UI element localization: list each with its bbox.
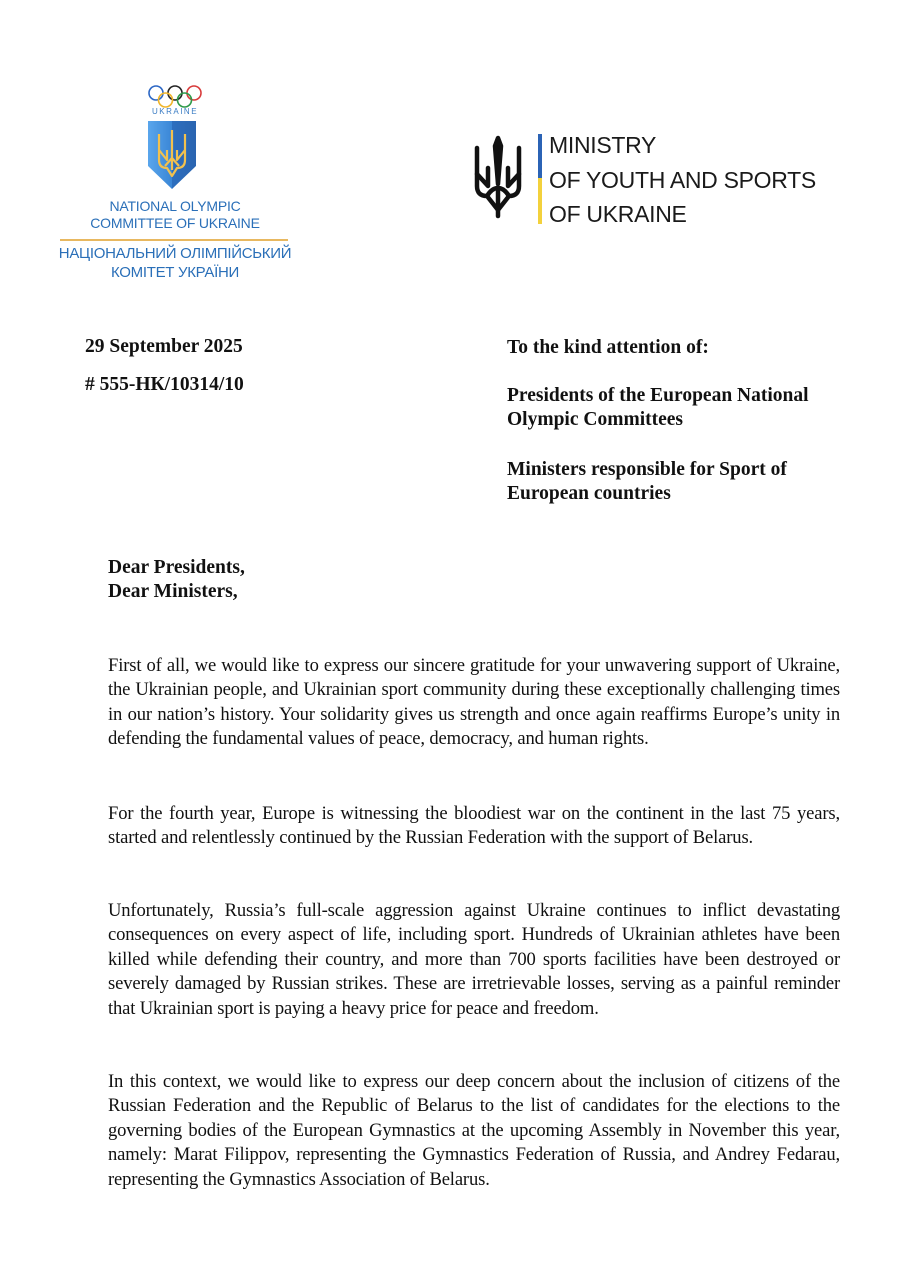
- ministry-name-line3: OF UKRAINE: [549, 201, 687, 227]
- noc-logo: [55, 78, 295, 288]
- salutation-ministers: Dear Ministers,: [108, 581, 238, 602]
- flag-bar-yellow: [538, 178, 542, 224]
- noc-name-ua-line1: НАЦІОНАЛЬНИЙ ОЛІМПІЙСЬКИЙ: [58, 245, 292, 262]
- trident-shield-icon: [147, 120, 197, 190]
- letter-date: 29 September 2025: [85, 336, 243, 357]
- reference-number: # 555-НК/10314/10: [85, 374, 244, 395]
- body-paragraph-gratitude: First of all, we would like to express our sincere gratitude for your unwavering support of Ukraine, the Ukrainian people, and Ukrainian sport community during these exceptionally challenging times in our nation’s history. Your solidarity gives us strength and once again reaffirms Europe’s unity in defending the fundamental values of peace, democracy, and human rights.: [108, 655, 840, 750]
- noc-name-ua-line2: КОМІТЕТ УКРАЇНИ: [111, 264, 239, 281]
- ministry-name-line2: OF YOUTH AND SPORTS: [549, 167, 816, 193]
- noc-name-en-line1: NATIONAL OLYMPIC: [109, 198, 241, 214]
- ministry-name-line1: MINISTRY: [549, 132, 657, 158]
- recipient-presidents: Presidents of the European National Olympic Committees: [507, 385, 809, 430]
- salutation-presidents: Dear Presidents,: [108, 557, 245, 578]
- ministry-logo: [472, 132, 852, 228]
- noc-name-en-line2: COMMITTEE OF UKRAINE: [90, 215, 260, 231]
- recipient-ministers: Ministers responsible for Sport of European countries: [507, 459, 787, 504]
- body-paragraph-concern: In this context, we would like to express our deep concern about the inclusion of citizens of the Russian Federation and the Republic of Belarus to the list of candidates for the elections to the governing bodies of the European Gymnastics at the upcoming Assembly in November this year, namely: Marat Filippov, representing the Gymnastics Federation of Russia, and Andrey Fedarau, representing the Gymnastics Association of Belarus.: [108, 1071, 840, 1190]
- body-paragraph-war: For the fourth year, Europe is witnessing the bloodiest war on the continent in the last 75 years, started and relentlessly continued by the Russian Federation with the support of Belarus.: [108, 803, 840, 849]
- noc-country-label: UKRAINE: [151, 107, 199, 116]
- attention-label: To the kind attention of:: [507, 337, 709, 358]
- flag-bar-blue: [538, 134, 542, 178]
- noc-divider: [60, 239, 288, 241]
- trident-icon: [472, 134, 524, 220]
- body-paragraph-losses: Unfortunately, Russia’s full-scale aggression against Ukraine continues to inflict devastating consequences on every aspect of life, including sport. Hundreds of Ukrainian athletes have been killed while defending their country, and more than 700 sports facilities have been destroyed or severely damaged by Russian strikes. These are irretrievable losses, serving as a painful reminder that Ukrainian sport is paying a heavy price for peace and freedom.: [108, 900, 840, 1019]
